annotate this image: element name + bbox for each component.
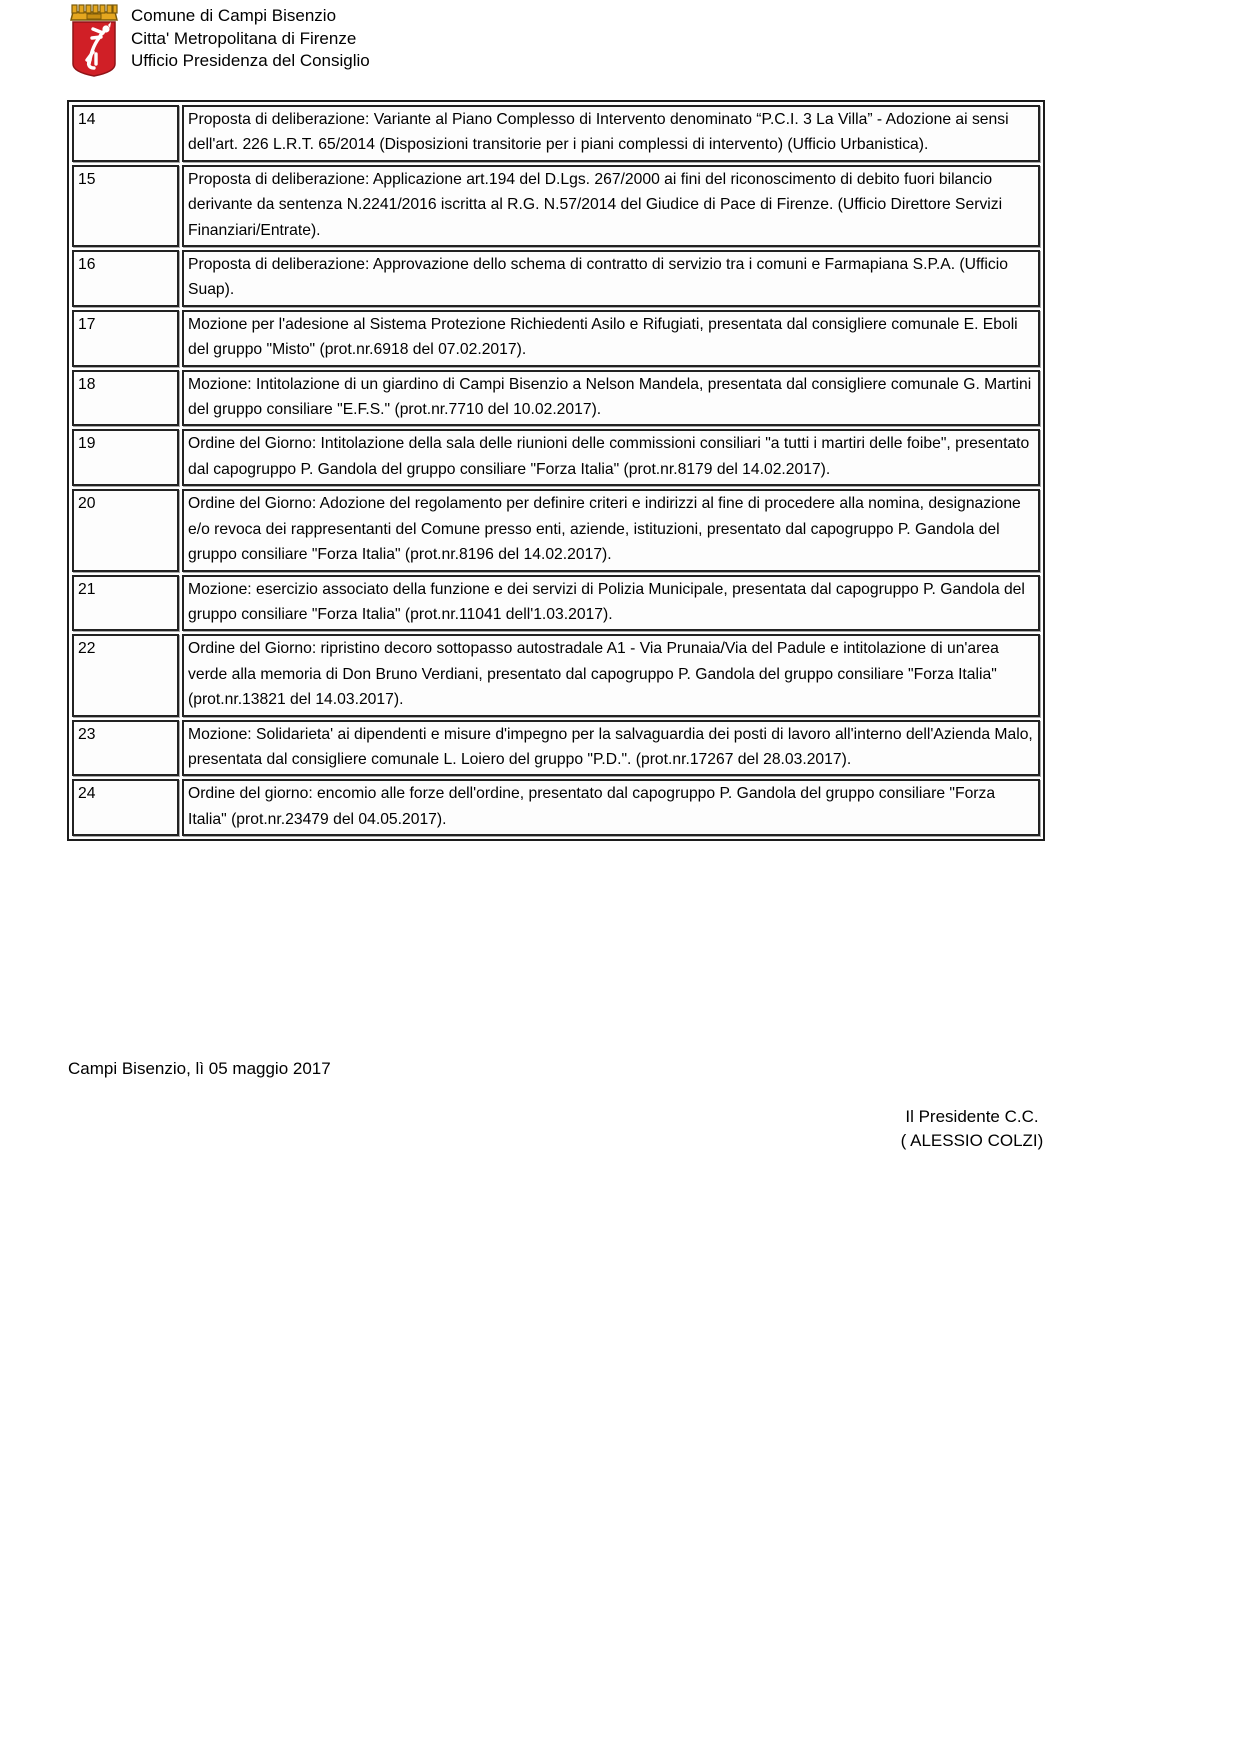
table-row — [72, 779, 1040, 836]
row-number: 15 — [72, 165, 179, 247]
table-row — [72, 634, 1040, 716]
row-number: 20 — [72, 489, 179, 571]
row-text: Mozione: Solidarieta' ai dipendenti e misure d'impegno per la salvaguardia dei posti di lavoro all'interno dell'Azienda Malo, presentata dal consigliere comunale L. Loiero del gruppo "P.D.". (prot.nr.17267 del 28.03.2017). — [182, 720, 1040, 777]
row-number: 24 — [72, 779, 179, 836]
row-text: Proposta di deliberazione: Variante al Piano Complesso di Intervento denominato “P.C.I. 3 La Villa” - Adozione ai sensi dell'art. 226 L.R.T. 65/2014 (Disposizioni transitorie per i piani complessi di intervento) (Ufficio Urbanistica). — [182, 105, 1040, 162]
table-row — [72, 489, 1040, 571]
row-text: Ordine del Giorno: Intitolazione della sala delle riunioni delle commissioni consiliari "a tutti i martiri delle foibe", presentato dal capogruppo P. Gandola del gruppo consiliare "Forza Italia" (prot.nr.8179 del 14.02.2017). — [182, 429, 1040, 486]
row-text: Proposta di deliberazione: Applicazione art.194 del D.Lgs. 267/2000 ai fini del riconoscimento di debito fuori bilancio derivante da sentenza N.2241/2016 iscritta al R.G. N.57/2014 del Giudice di Pace di Firenze. (Ufficio Direttore Servizi Finanziari/Entrate). — [182, 165, 1040, 247]
dog-head — [102, 25, 109, 32]
row-number: 14 — [72, 105, 179, 162]
row-text: Mozione: Intitolazione di un giardino di Campi Bisenzio a Nelson Mandela, presentata dal consigliere comunale G. Martini del gruppo consiliare "E.F.S." (prot.nr.7710 del 10.02.2017). — [182, 370, 1040, 427]
row-number: 17 — [72, 310, 179, 367]
crown-icon — [71, 5, 117, 20]
org-office: Ufficio Presidenza del Consiglio — [131, 51, 370, 70]
table-row — [72, 310, 1040, 367]
table-row — [72, 370, 1040, 427]
row-number: 19 — [72, 429, 179, 486]
row-number: 18 — [72, 370, 179, 427]
table-row — [72, 720, 1040, 777]
municipal-crest-icon — [63, 2, 125, 78]
org-lines — [131, 2, 370, 73]
row-number: 21 — [72, 575, 179, 632]
signature-title: Il Presidente C.C. — [905, 1107, 1039, 1127]
table-row — [72, 429, 1040, 486]
dateline: Campi Bisenzio, lì 05 maggio 2017 — [68, 1059, 331, 1079]
shield-icon — [73, 22, 115, 76]
row-number: 22 — [72, 634, 179, 716]
agenda-table-body — [72, 105, 1040, 836]
row-number: 16 — [72, 250, 179, 307]
row-text: Ordine del Giorno: Adozione del regolamento per definire criteri e indirizzi al fine di procedere alla nomina, designazione e/o revoca dei rappresentanti del Comune presso enti, aziende, istituzioni, presentato dal capogruppo P. Gandola del gruppo consiliare "Forza Italia" (prot.nr.8196 del 14.02.2017). — [182, 489, 1040, 571]
document-header — [63, 2, 1240, 78]
table-row — [72, 250, 1040, 307]
table-row — [72, 575, 1040, 632]
row-text: Proposta di deliberazione: Approvazione dello schema di contratto di servizio tra i comuni e Farmapiana S.P.A. (Ufficio Suap). — [182, 250, 1040, 307]
agenda-table — [67, 100, 1045, 841]
row-text: Mozione per l'adesione al Sistema Protezione Richiedenti Asilo e Rifugiati, presentata dal consigliere comunale E. Eboli del gruppo "Misto" (prot.nr.6918 del 07.02.2017). — [182, 310, 1040, 367]
row-text: Ordine del Giorno: ripristino decoro sottopasso autostradale A1 - Via Prunaia/Via del Padule e intitolazione di un'area verde alla memoria di Don Bruno Verdiani, presentato dal capogruppo P. Gandola del gruppo consiliare "Forza Italia" (prot.nr.13821 del 14.03.2017). — [182, 634, 1040, 716]
table-row — [72, 105, 1040, 162]
org-name: Comune di Campi Bisenzio — [131, 6, 337, 25]
org-region: Citta' Metropolitana di Firenze — [131, 28, 357, 48]
signature-name: ( ALESSIO COLZI) — [900, 1131, 1044, 1151]
row-text: Ordine del giorno: encomio alle forze dell'ordine, presentato dal capogruppo P. Gandola del gruppo consiliare "Forza Italia" (prot.nr.23479 del 04.05.2017). — [182, 779, 1040, 836]
row-text: Mozione: esercizio associato della funzione e dei servizi di Polizia Municipale, presentata dal capogruppo P. Gandola del gruppo consiliare "Forza Italia" (prot.nr.11041 dell'1.03.2017). — [182, 575, 1040, 632]
signature-block — [812, 1105, 1132, 1153]
row-number: 23 — [72, 720, 179, 777]
agenda-table-wrap — [67, 100, 1045, 841]
table-row — [72, 165, 1040, 247]
